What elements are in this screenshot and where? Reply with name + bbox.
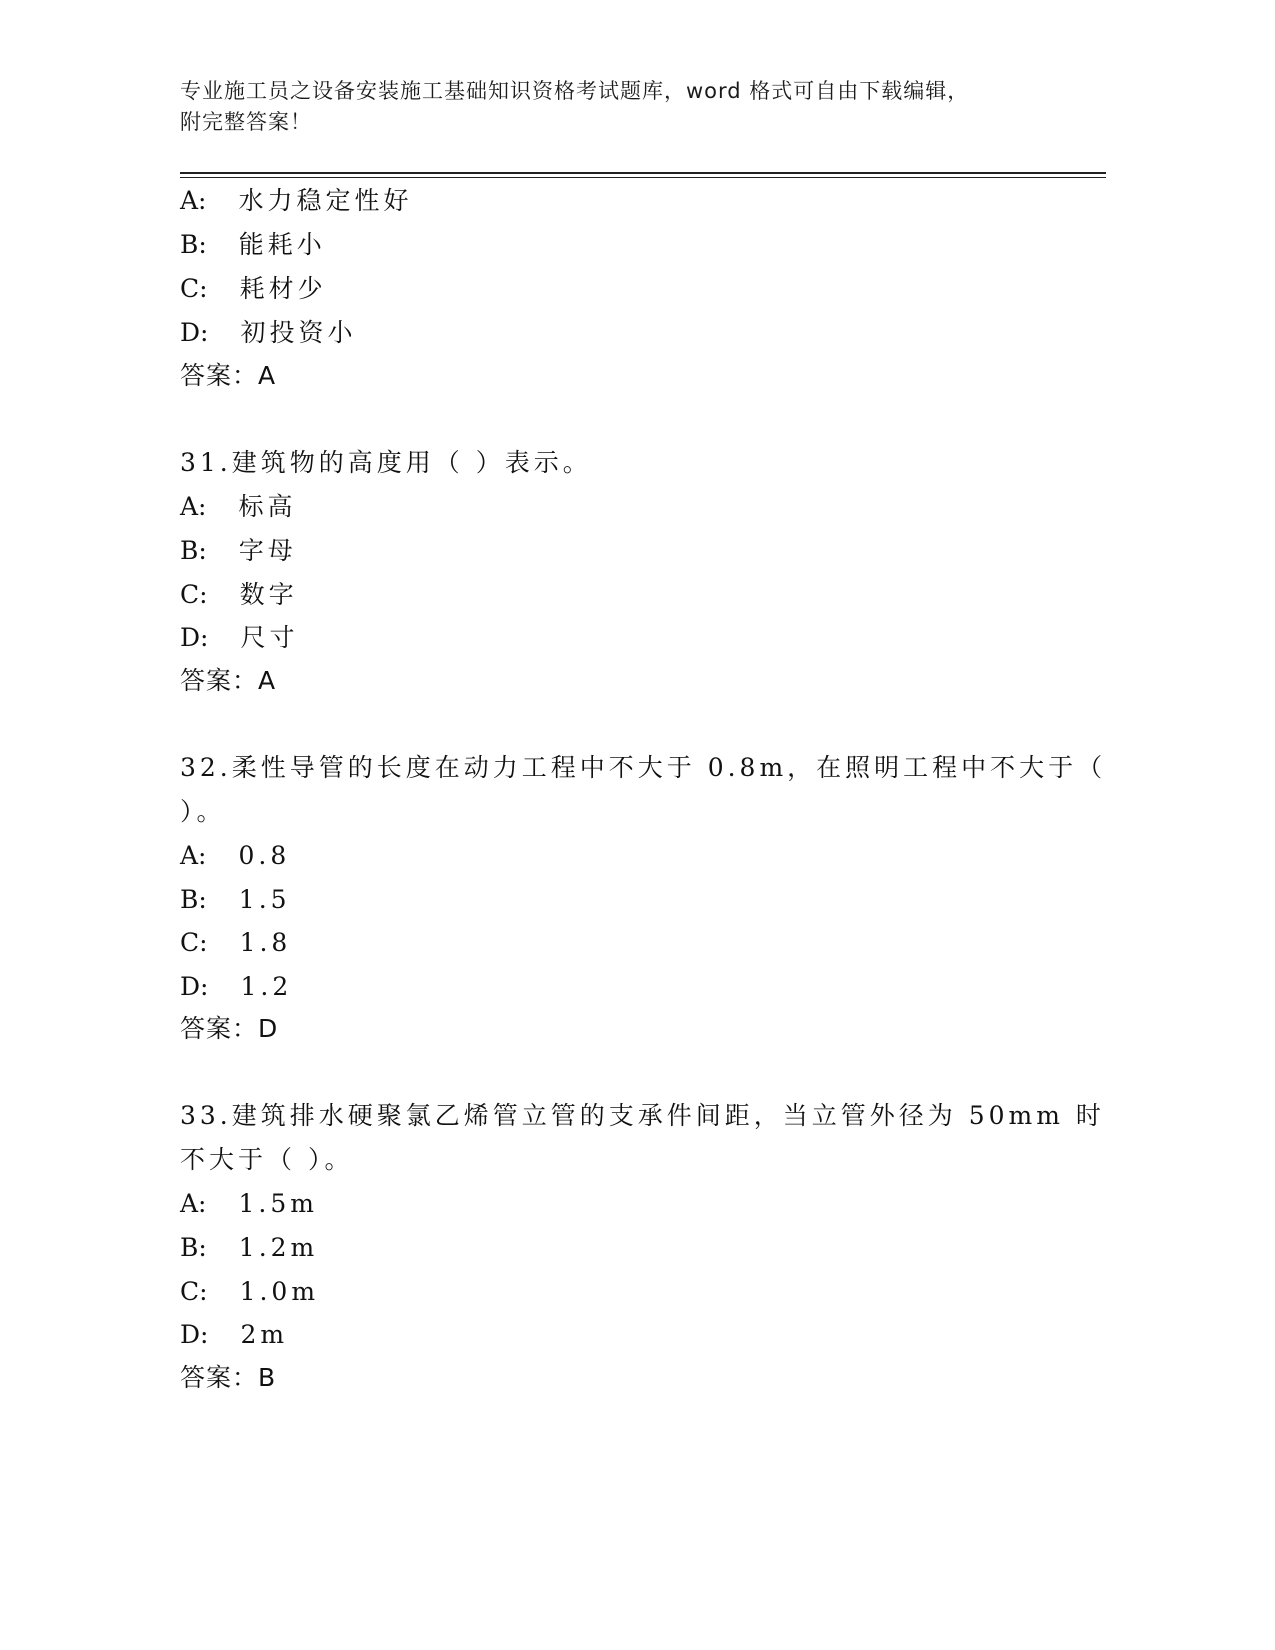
option-text: 初投资小 [240, 318, 357, 347]
answer-line: 答案：B [180, 1363, 277, 1392]
option-letter: C: [180, 928, 208, 957]
option-text: 能耗小 [238, 230, 326, 259]
option-text: 1.5 [238, 885, 291, 914]
option-letter: A: [180, 841, 207, 870]
header-line-1: 专业施工员之设备安装施工基础知识资格考试题库，word 格式可自由下载编辑， [180, 79, 970, 103]
option-letter: A: [180, 492, 207, 521]
option-c [180, 274, 327, 304]
answer-line: 答案：A [180, 361, 277, 390]
option-letter: B: [180, 885, 207, 914]
option-text: 1.2 [240, 972, 293, 1001]
option-letter: A: [180, 1189, 207, 1218]
option-text: 1.2m [238, 1233, 319, 1262]
option-letter: B: [180, 1233, 207, 1262]
option-d [180, 972, 292, 1002]
option-text: 耗材少 [239, 274, 327, 303]
option-c [180, 1277, 319, 1307]
option-letter: D: [180, 623, 209, 652]
question-31: 31.建筑物的高度用（ ）表示。 [180, 448, 592, 477]
option-text: 1.8 [239, 928, 292, 957]
option-text: 字母 [238, 536, 297, 565]
option-d [180, 318, 356, 348]
option-text: 1.5m [238, 1189, 318, 1218]
answer-line: 答案：D [180, 1014, 279, 1043]
option-letter: A: [180, 186, 207, 215]
option-a [180, 841, 290, 871]
option-text: 1.0m [239, 1277, 320, 1306]
option-b [180, 885, 291, 915]
option-letter: D: [180, 1320, 209, 1349]
option-text: 数字 [239, 580, 298, 609]
option-text: 标高 [238, 492, 297, 521]
option-b [180, 536, 297, 566]
option-c [180, 580, 298, 610]
question-33-line-1: 33.建筑排水硬聚氯乙烯管立管的支承件间距，当立管外径为 50mm 时 [180, 1101, 1105, 1130]
header-line-2: 附完整答案！ [180, 110, 312, 134]
option-text: 尺寸 [240, 623, 299, 652]
option-a [180, 1189, 318, 1219]
option-b [180, 1233, 318, 1263]
option-text: 2m [240, 1320, 289, 1349]
option-letter: C: [180, 274, 208, 303]
header-divider-thick [180, 172, 1106, 174]
option-letter: C: [180, 1277, 208, 1306]
option-d [180, 623, 298, 653]
option-d [180, 1320, 288, 1350]
option-letter: C: [180, 580, 208, 609]
option-text: 水力稳定性好 [238, 186, 413, 215]
answer-line: 答案：A [180, 666, 277, 695]
header-divider-thin [180, 177, 1106, 178]
option-letter: D: [180, 318, 209, 347]
question-32-line-2: ）。 [180, 797, 226, 826]
question-32-line-1: 32.柔性导管的长度在动力工程中不大于 0.8m，在照明工程中不大于（ [180, 753, 1107, 782]
option-a [180, 492, 297, 522]
option-a [180, 186, 413, 216]
option-letter: B: [180, 536, 207, 565]
option-letter: D: [180, 972, 209, 1001]
question-33-line-2: 不大于（ ）。 [180, 1145, 354, 1174]
option-b [180, 230, 326, 260]
option-letter: B: [180, 230, 207, 259]
option-text: 0.8 [238, 841, 291, 870]
document-header [180, 76, 1080, 138]
option-c [180, 928, 291, 958]
